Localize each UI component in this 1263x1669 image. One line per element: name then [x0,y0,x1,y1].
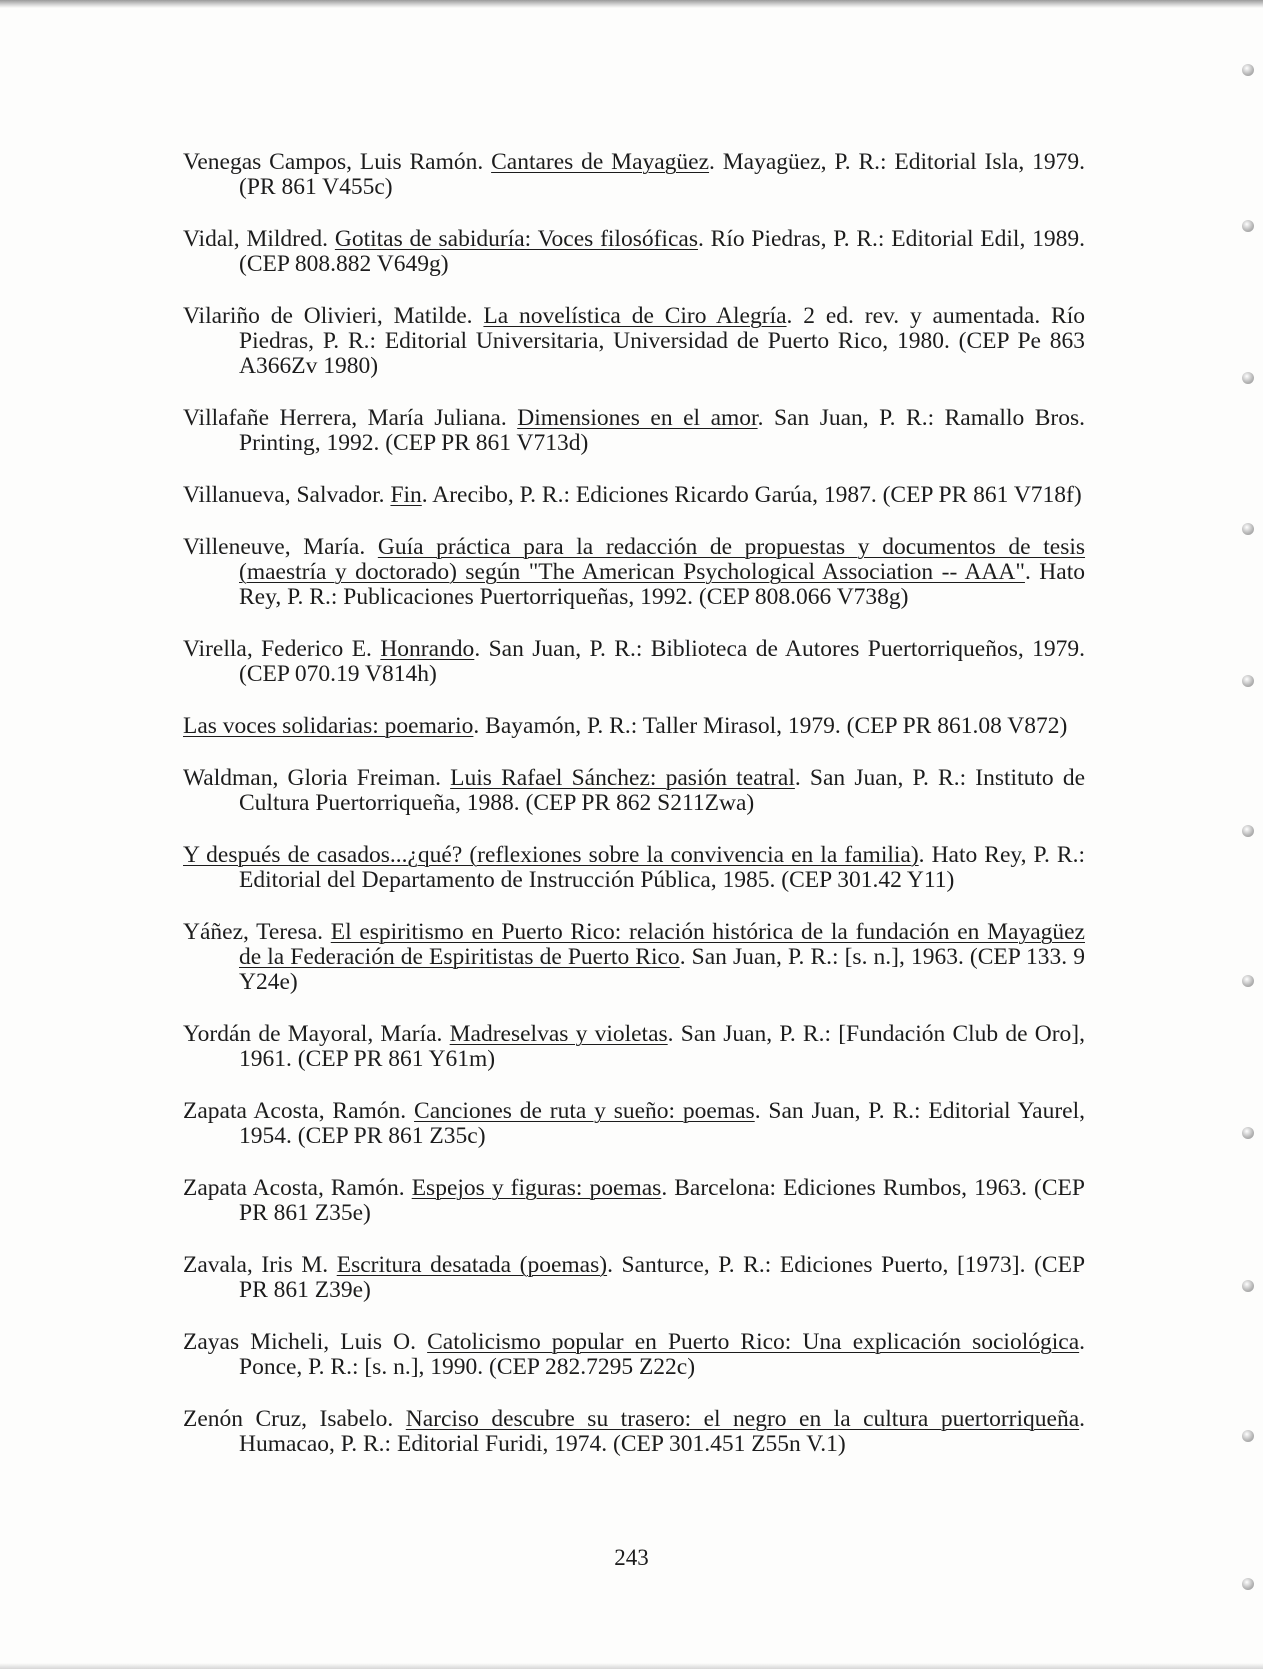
entry-details: . Río Piedras, P. R.: Editorial Edil, 1989. (CEP 808.882 V649g) [239,226,1085,277]
entry-details: . Bayamón, P. R.: Taller Mirasol, 1979. (CEP PR 861.08 V872) [473,713,1068,739]
entry-title: Y después de casados...¿qué? (reflexiones sobre la convivencia en la familia) [183,842,919,868]
entry-title: Dimensiones en el amor [517,405,758,431]
bibliography-entry [183,1022,1085,1072]
entry-author: Yáñez, Teresa. [183,919,324,945]
entry-details: . Barcelona: Ediciones Rumbos, 1963. (CEP PR 861 Z35e) [239,1175,1085,1226]
binder-hole-mark [1242,1127,1254,1139]
entry-title: Espejos y figuras: poemas [411,1175,662,1201]
entry-author: Zavala, Iris M. [183,1252,329,1278]
binder-hole-mark [1242,975,1254,987]
entry-details: . San Juan, P. R.: Biblioteca de Autores Puertorriqueños, 1979. (CEP 070.19 V814h) [239,636,1086,687]
entry-title: Cantares de Mayagüez [491,149,710,175]
entry-title: Fin [390,482,422,508]
entry-author: Villafañe Herrera, María Juliana. [183,405,507,431]
entry-details: . San Juan, P. R.: Ramallo Bros. Printing, 1992. (CEP PR 861 V713d) [239,405,1086,456]
entry-title: Canciones de ruta y sueño: poemas [414,1098,755,1124]
entry-details: . San Juan, P. R.: Instituto de Cultura Puertorriqueña, 1988. (CEP PR 862 S211Zwa) [239,765,1086,816]
entry-author: Zenón Cruz, Isabelo. [183,1406,394,1432]
bibliography-entry [183,1176,1085,1226]
entry-details: . Hato Rey, P. R.: Publicaciones Puertorriqueñas, 1992. (CEP 808.066 V738g) [239,559,1085,610]
entry-title: Catolicismo popular en Puerto Rico: Una explicación sociológica [427,1329,1080,1355]
entry-author: Villanueva, Salvador. [183,482,385,508]
entry-details: . San Juan, P. R.: [Fundación Club de Oro], 1961. (CEP PR 861 Y61m) [239,1021,1086,1072]
bibliography-entry [183,304,1085,379]
bibliography-entry [183,1253,1085,1303]
entry-details: . Ponce, P. R.: [s. n.], 1990. (CEP 282.7295 Z22c) [239,1329,1085,1380]
scan-top-edge [0,0,1263,8]
entry-author: Venegas Campos, Luis Ramón. [183,149,484,175]
binder-hole-mark [1242,523,1254,535]
scan-bottom-edge [0,1663,1263,1669]
page-number: 243 [614,1545,649,1570]
entry-title: La novelística de Ciro Alegría [483,303,787,329]
entry-details: . 2 ed. rev. y aumentada. Río Piedras, P. R.: Editorial Universitaria, Universidad de Puerto Rico, 1980. (CEP Pe 863 A366Zv 1980) [239,303,1086,379]
bibliography-entry [183,535,1085,610]
entry-details: . San Juan, P. R.: [s. n.], 1963. (CEP 133. 9 Y24e) [239,944,1086,995]
entry-title: Gotitas de sabiduría: Voces filosóficas [334,226,698,252]
entry-title: Madreselvas y violetas [449,1021,668,1047]
entry-details: . Santurce, P. R.: Ediciones Puerto, [1973]. (CEP PR 861 Z39e) [239,1252,1086,1303]
binder-hole-mark [1242,1578,1254,1590]
entry-title: Escritura desatada (poemas) [336,1252,608,1278]
bibliography-entry [183,406,1085,456]
entry-author: Zayas Micheli, Luis O. [183,1329,417,1355]
bibliography-entry [183,1407,1085,1457]
entry-title: Narciso descubre su trasero: el negro en la cultura puertorriqueña [405,1406,1080,1432]
bibliography-entry [183,227,1085,277]
entry-title: Las voces solidarias: poemario [183,713,474,739]
entry-author: Vilariño de Olivieri, Matilde. [183,303,473,329]
entry-details: . Hato Rey, P. R.: Editorial del Departamento de Instrucción Pública, 1985. (CEP 301.42 Y11) [239,842,1085,893]
binder-hole-mark [1242,64,1254,76]
binder-hole-mark [1242,1280,1254,1292]
entry-title: El espiritismo en Puerto Rico: relación histórica de la fundación en Mayagüez de la Federación de Espiritistas de Puerto Rico [239,919,1085,970]
entry-author: Waldman, Gloria Freiman. [183,765,441,791]
entry-author: Villeneuve, María. [183,534,366,560]
bibliography-list [183,150,1085,1484]
bibliography-entry [183,766,1085,816]
bibliography-entry [183,150,1085,200]
entry-author: Zapata Acosta, Ramón. [183,1098,407,1124]
bibliography-entry [183,714,1085,739]
bibliography-entry [183,483,1085,508]
bibliography-entry [183,843,1085,893]
entry-title: Honrando [380,636,475,662]
bibliography-entry [183,920,1085,995]
entry-author: Virella, Federico E. [183,636,372,662]
entry-title: Guía práctica para la redacción de propuestas y documentos de tesis (maestría y doctorado) según "The American Psychological Association -- AAA" [239,534,1086,585]
binder-hole-mark [1242,825,1254,837]
binder-hole-mark [1242,675,1254,687]
entry-author: Zapata Acosta, Ramón. [183,1175,405,1201]
entry-details: . Arecibo, P. R.: Ediciones Ricardo Garúa, 1987. (CEP PR 861 V718f) [421,482,1082,508]
bibliography-entry [183,1099,1085,1149]
entry-details: . San Juan, P. R.: Editorial Yaurel, 1954. (CEP PR 861 Z35c) [239,1098,1086,1149]
entry-author: Vidal, Mildred. [183,226,329,252]
binder-hole-mark [1242,372,1254,384]
bibliography-entry [183,1330,1085,1380]
entry-author: Yordán de Mayoral, María. [183,1021,443,1047]
binder-hole-mark [1242,1430,1254,1442]
entry-details: . Mayagüez, P. R.: Editorial Isla, 1979. (PR 861 V455c) [239,149,1086,200]
bibliography-entry [183,637,1085,687]
entry-title: Luis Rafael Sánchez: pasión teatral [450,765,795,791]
binder-hole-mark [1242,220,1254,232]
entry-details: . Humacao, P. R.: Editorial Furidi, 1974. (CEP 301.451 Z55n V.1) [239,1406,1086,1457]
